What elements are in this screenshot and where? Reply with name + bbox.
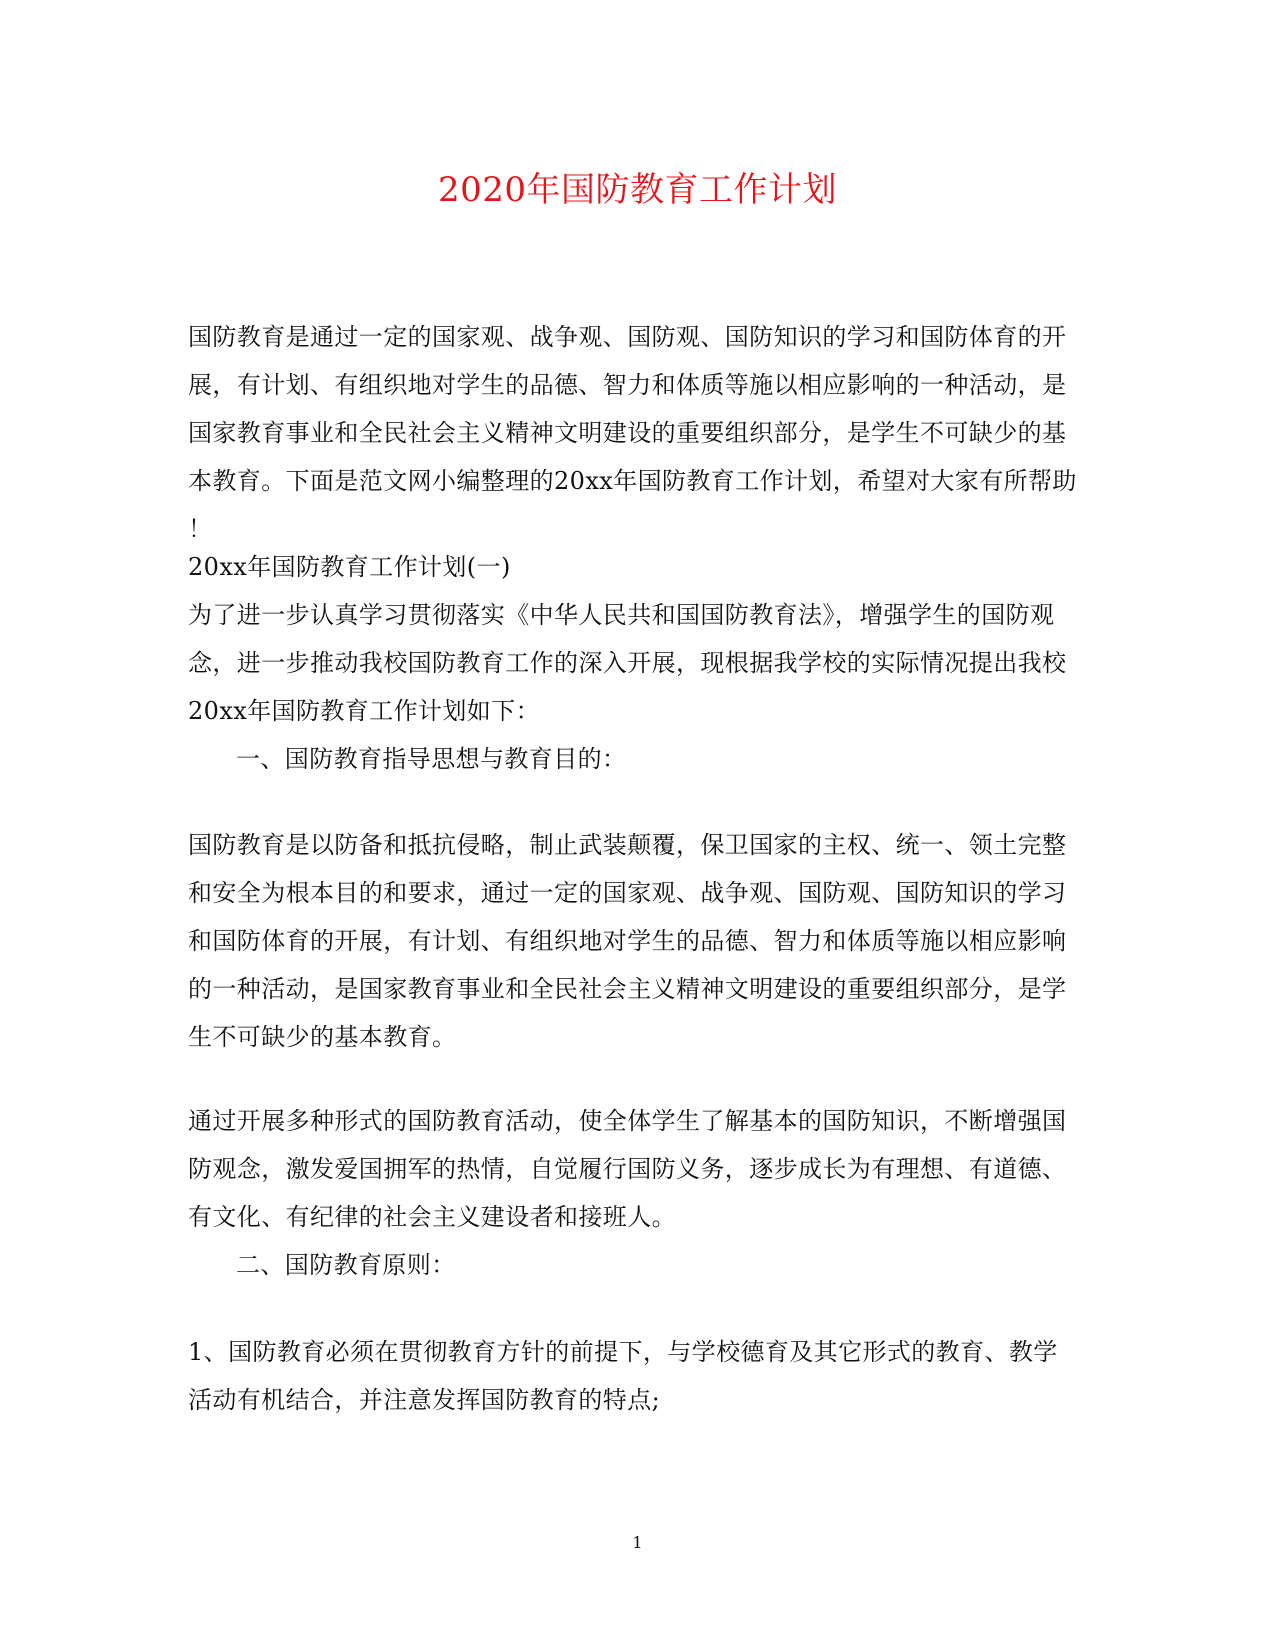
plan-section [188,543,1090,783]
paragraph-line: 国防教育是通过一定的国家观、战争观、国防观、国防知识的学习和国防体育的开 [188,323,1067,351]
paragraph-line: 为了进一步认真学习贯彻落实《中华人民共和国国防教育法》，增强学生的国防观 [188,601,1055,629]
paragraph-line: 20xx年国防教育工作计划如下： [188,697,541,725]
paragraph-line: 1、国防教育必须在贯彻教育方针的前提下，与学校德育及其它形式的教育、教学 [188,1338,1058,1366]
section2-item-1 [188,1328,1090,1424]
section1-paragraph-1 [188,821,1090,1061]
section-heading-1: 一、国防教育指导思想与教育目的： [236,745,627,773]
paragraph-line: 念，进一步推动我校国防教育工作的深入开展，现根据我学校的实际情况提出我校 [188,649,1067,677]
paragraph-line: 国防教育是以防备和抵抗侵略，制止武装颠覆，保卫国家的主权、统一、领土完整 [188,831,1067,859]
paragraph-line: 展，有计划、有组织地对学生的品德、智力和体质等施以相应影响的一种活动，是 [188,371,1067,399]
paragraph-line: 防观念，激发爱国拥军的热情，自觉履行国防义务，逐步成长为有理想、有道德、 [188,1155,1067,1183]
intro-paragraph [188,313,1090,553]
plan-heading: 20xx年国防教育工作计划(一) [188,553,511,581]
paragraph-line: 通过开展多种形式的国防教育活动，使全体学生了解基本的国防知识，不断增强国 [188,1107,1067,1135]
paragraph-line: 和安全为根本目的和要求，通过一定的国家观、战争观、国防观、国防知识的学习 [188,879,1067,907]
paragraph-line: 有文化、有纪律的社会主义建设者和接班人。 [188,1203,676,1231]
paragraph-line: ！ [188,515,213,543]
section1-paragraph-2 [188,1097,1090,1289]
page-number: 1 [632,1533,643,1552]
paragraph-line: 生不可缺少的基本教育。 [188,1023,457,1051]
paragraph-line: 本教育。下面是范文网小编整理的20xx年国防教育工作计划，希望对大家有所帮助 [188,467,1077,495]
document-title: 2020年国防教育工作计划 [437,170,838,210]
section-heading-2: 二、国防教育原则： [236,1251,456,1279]
paragraph-line: 活动有机结合，并注意发挥国防教育的特点; [188,1386,661,1414]
paragraph-line: 和国防体育的开展，有计划、有组织地对学生的品德、智力和体质等施以相应影响 [188,927,1067,955]
paragraph-line: 国家教育事业和全民社会主义精神文明建设的重要组织部分，是学生不可缺少的基 [188,419,1067,447]
paragraph-line: 的一种活动，是国家教育事业和全民社会主义精神文明建设的重要组织部分，是学 [188,975,1067,1003]
